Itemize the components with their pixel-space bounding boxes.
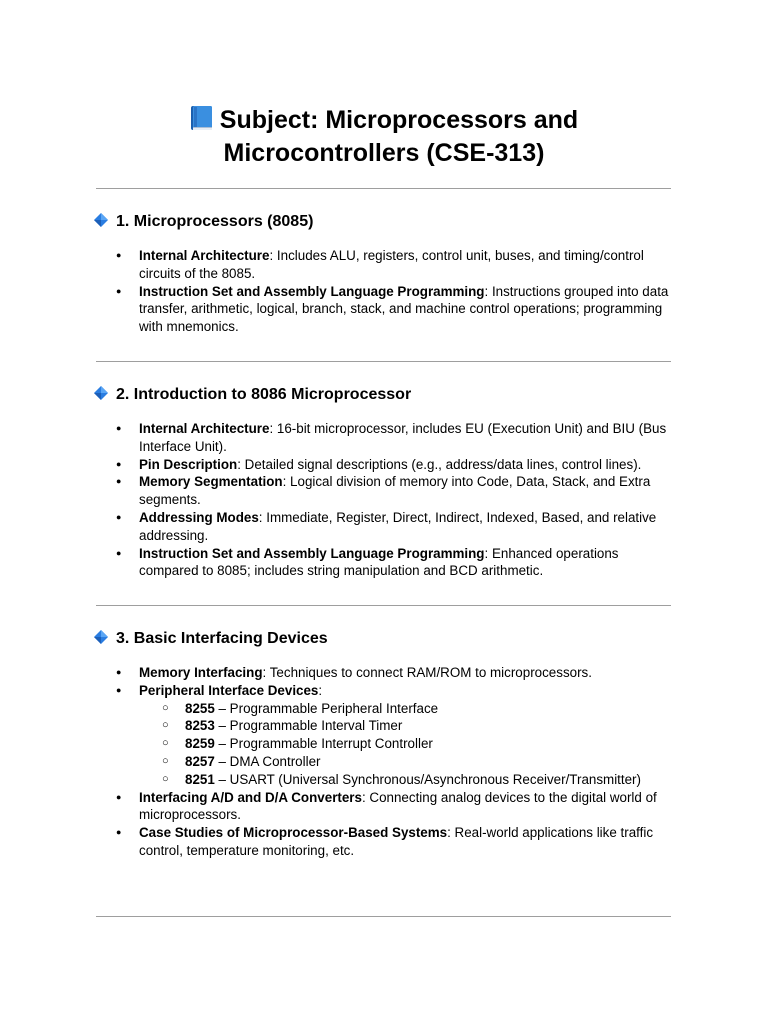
section-heading-1	[94, 212, 313, 232]
item-term: 8253	[185, 718, 215, 734]
item-term: Instruction Set and Assembly Language Programming	[139, 545, 485, 561]
item-term: Memory Interfacing	[139, 665, 263, 680]
item-term: Interfacing A/D and D/A Converters	[139, 789, 362, 805]
item-term: Instruction Set and Assembly Language Programming	[139, 283, 485, 299]
section-1-list	[0, 247, 679, 336]
item-term: Internal Architecture	[139, 421, 270, 436]
list-item	[0, 682, 679, 789]
item-term: Pin Description	[139, 456, 238, 472]
title-line-2: Microcontrollers (CSE-313)	[223, 139, 545, 167]
list-item	[0, 824, 679, 860]
sub-list-item	[139, 700, 679, 718]
item-text: – USART (Universal Synchronous/Asynchronous Receiver/Transmitter)	[214, 771, 641, 787]
diamond-icon	[94, 386, 108, 400]
item-text: :	[318, 682, 323, 698]
list-item	[0, 789, 679, 825]
list-item	[0, 473, 679, 509]
item-term: Case Studies of Microprocessor-Based Systems	[139, 825, 448, 841]
section-heading-3	[94, 629, 328, 649]
list-item	[0, 545, 679, 581]
divider-2	[96, 361, 671, 362]
list-item	[0, 247, 679, 283]
item-text: : Real-world applications like traffic control, temperature monitoring, etc.	[139, 825, 654, 858]
title-line-1	[96, 104, 672, 137]
item-text: : 16-bit microprocessor, includes EU (Execution Unit) and BIU (Bus Interface Unit).	[139, 421, 667, 454]
section-heading-2-text: 2. Introduction to 8086 Microprocessor	[116, 386, 412, 403]
sub-list-item	[139, 735, 679, 753]
list-item	[0, 283, 679, 336]
divider-4	[96, 916, 671, 917]
divider-1	[96, 188, 671, 189]
section-heading-1-text: 1. Microprocessors (8085)	[116, 213, 314, 230]
sub-list	[139, 700, 679, 789]
item-text: : Instructions grouped into data transfer, arithmetic, logical, branch, stack, and machine control operations; programming with mnemonics.	[139, 283, 669, 335]
item-text: : Techniques to connect RAM/ROM to microprocessors.	[262, 665, 592, 680]
item-term: 8255	[185, 700, 215, 716]
item-term: 8259	[185, 736, 215, 752]
page-title	[96, 104, 672, 170]
item-term: 8251	[185, 771, 215, 787]
list-item	[0, 420, 679, 456]
book-icon	[190, 105, 214, 131]
item-term: 8257	[185, 753, 215, 769]
item-text: : Connecting analog devices to the digital world of microprocessors.	[139, 789, 657, 823]
item-text: : Immediate, Register, Direct, Indirect, Indexed, Based, and relative addressing.	[139, 509, 657, 543]
item-text: – Programmable Interrupt Controller	[214, 736, 433, 752]
item-text: – Programmable Interval Timer	[214, 718, 403, 734]
sub-list-item	[139, 717, 679, 735]
sub-list-item	[139, 753, 679, 771]
item-term: Internal Architecture	[139, 248, 270, 263]
section-2-list	[0, 420, 679, 580]
item-text: : Enhanced operations compared to 8085; includes string manipulation and BCD arithmetic.	[139, 545, 619, 579]
list-item	[0, 664, 679, 682]
list-item	[0, 509, 679, 545]
item-text: : Includes ALU, registers, control unit, buses, and timing/control circuits of the 8085.	[139, 248, 644, 281]
item-term: Memory Segmentation	[139, 474, 283, 490]
section-heading-3-text: 3. Basic Interfacing Devices	[116, 630, 328, 647]
list-item	[0, 456, 679, 474]
item-text: : Logical division of memory into Code, Data, Stack, and Extra segments.	[139, 474, 651, 508]
item-term: Peripheral Interface Devices	[139, 682, 319, 698]
section-heading-2	[94, 385, 411, 405]
item-text: – Programmable Peripheral Interface	[214, 700, 439, 716]
item-text: : Detailed signal descriptions (e.g., address/data lines, control lines).	[237, 456, 642, 472]
divider-3	[96, 605, 671, 606]
item-text: – DMA Controller	[214, 753, 321, 769]
item-term: Addressing Modes	[139, 509, 259, 525]
diamond-icon	[94, 213, 108, 227]
title-line-1-text: Subject: Microprocessors and	[219, 106, 579, 134]
section-3-list	[0, 664, 679, 860]
diamond-icon	[94, 630, 108, 644]
sub-list-item	[139, 771, 679, 789]
